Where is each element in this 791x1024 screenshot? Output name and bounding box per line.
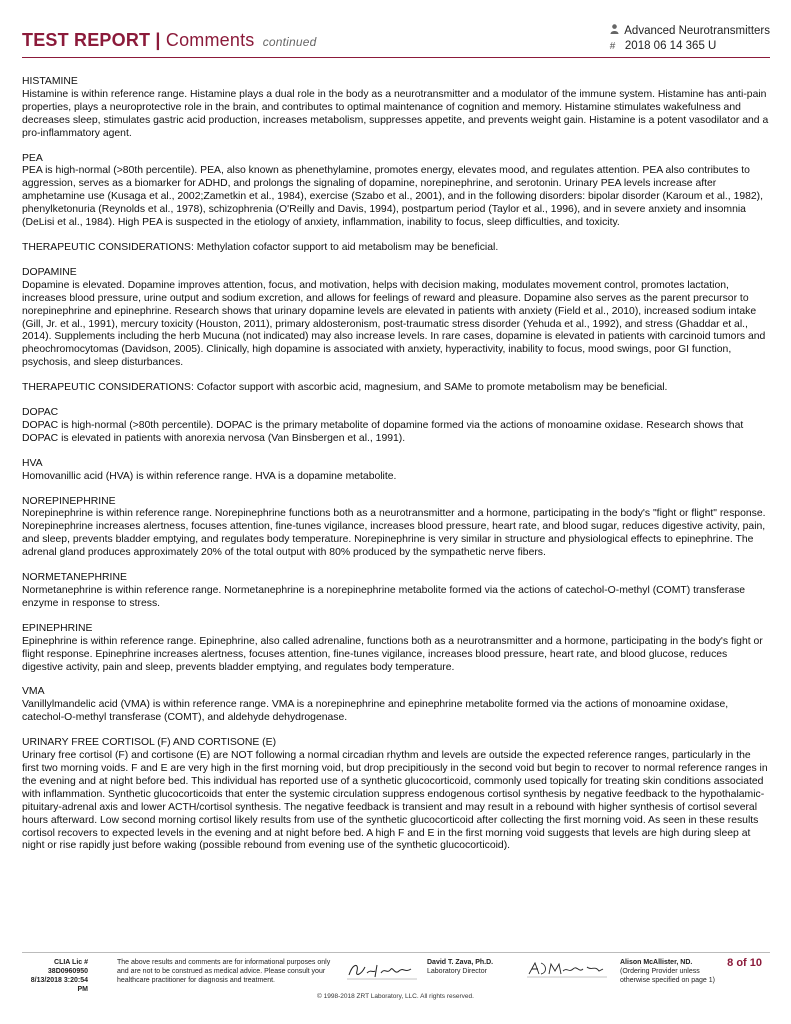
- header-divider: [22, 57, 770, 58]
- hash-label: #: [609, 41, 616, 52]
- section-heading: URINARY FREE CORTISOL (F) AND CORTISONE (E): [22, 737, 277, 749]
- printed-timestamp: 8/13/2018 3:20:54 PM: [30, 977, 88, 993]
- section-body: DOPAC is high-normal (>80th percentile). DOPAC is the primary metabolite of dopamine formed via the actions of monoamine oxidase. Research shows that DOPAC is elevated in patients with anorexia nervosa (Van Binsbergen et al., 1991).: [22, 419, 744, 444]
- comment-section: [22, 496, 770, 561]
- section-body: Epinephrine is within reference range. Epinephrine, also called adrenaline, functions both as a neurotransmitter and a hormone, participating in the body's fight or flight response. Epinephrine increases alertness, focuses attention, fine-tunes vigilance, increases blood pressure, heart rate, and blood glucose, reduces digestive activity, pain and sleep, prevents bladder emptying, and regulates body temperature.: [22, 635, 763, 673]
- director-info: [427, 958, 493, 976]
- section-heading: PEA: [22, 152, 43, 164]
- title-sub: Comments: [165, 30, 255, 50]
- section-body: Vanillylmandelic acid (VMA) is within reference range. VMA is a norepinephrine and epinephrine metabolite formed via the actions of monoamine oxidase, catechol-O-methyl transferase (COMT), and aldehyde dehydrogenase.: [22, 699, 729, 724]
- section-heading: DOPAC: [22, 407, 59, 419]
- test-info: [610, 24, 770, 54]
- section-body: Normetanephrine is within reference range. Normetanephrine is a norepinephrine metabolite formed via the actions of catechol-O-methyl (COMT) transferase enzyme in response to stress.: [22, 585, 746, 609]
- comment-section: [22, 623, 770, 675]
- section-heading: VMA: [22, 686, 45, 698]
- section-heading: NORMETANEPHRINE: [22, 572, 127, 584]
- report-footer: [22, 952, 770, 999]
- provider-note: (Ordering Provider unless otherwise specified on page 1): [620, 968, 715, 984]
- therapeutic-note: [22, 382, 770, 395]
- title-separator: |: [155, 30, 161, 50]
- page-number: 8 of 10: [727, 957, 762, 969]
- section-body: PEA is high-normal (>80th percentile). PEA, also known as phenethylamine, promotes energy, elevates mood, and regulates attention. PEA also contributes to aggression, serves as a biomarker for ADHD, and prolongs the signaling of dopamine, norepinephrine, and serotonin. Urinary PEA levels increase after amphetamine use (Kusaga et al., 2002;Zametkin et al., 1984), exercise (Szabo et al., 2001), and in the following disorders: bipolar disorder (Karoum et al., 1982), phenylketonuria (Reynolds et al., 1978), schizophrenia (O'Reilly and Davis, 1994), postpartum period (Taylor et al., 1996), and in severe anxiety and insomnia (DeLisi et al., 1984). High PEA is suspected in the etiology of anxiety, inflammation, inability to focus, sleep difficulties, and toxicity.: [22, 165, 764, 229]
- comment-section: [22, 407, 770, 446]
- clia-number: CLIA Lic # 38D0960950: [47, 959, 88, 975]
- provider-signature: [527, 959, 607, 979]
- person-icon: [610, 24, 622, 39]
- section-heading: DOPAMINE: [22, 266, 77, 278]
- title-main: TEST REPORT: [22, 30, 151, 50]
- report-header: [22, 24, 770, 54]
- provider-info: [620, 958, 715, 985]
- copyright: © 1998-2018 ZRT Laboratory, LLC. All rights reserved.: [317, 993, 474, 1000]
- section-heading: NOREPINEPHRINE: [22, 495, 116, 507]
- section-heading: HVA: [22, 457, 43, 469]
- comment-section: [22, 153, 770, 230]
- director-name: David T. Zava, Ph.D.: [427, 959, 494, 966]
- section-heading: EPINEPHRINE: [22, 622, 93, 634]
- provider-name: Alison McAllister, ND.: [620, 959, 693, 966]
- comment-section: [22, 458, 770, 484]
- comment-section: [22, 572, 770, 611]
- comments-content: [22, 76, 770, 865]
- disclaimer: The above results and comments are for informational purposes only and are not to be construed as medical advice. Please consult your healthcare practitioner for diagnosis and treatment.: [117, 959, 331, 984]
- cortisol-section: [22, 737, 770, 853]
- section-body: Urinary free cortisol (F) and cortisone (E) are NOT following a normal circadian rhythm and levels are outside the expected reference ranges, particularly in the first two morning voids. F and E are very high in the first morning void, but drop precipitiously in the second void but begin to recover to normal reference ranges in the evening and at night before bed. This individual has reported use of a synthetic glucocorticoid, commonly used topically for treating skin conditions associated with inflammation. Synthetic glucocorticoids that enter the systemic circulation suppress endogenous cortisol synthesis by negative feedback to the hypothalamic-pituitary-adrenal axis and lower ACTH/cortisol synthesis. The negative feedback is transient and may result in a rebound with higher synthesis of cortisol several hours afterward. Low second morning cortisol likely results from use of the synthetic glucocorticoid after collecting the first morning void. As seen in these results cortisol recovers to expected levels in the evening and at night before bed. A high F and E in the first morning void suggests that levels are high during sleep at night or rise rapidly just before waking (possible rebound from evening use of the synthetic glucocorticoid).: [22, 750, 768, 852]
- therapeutic-note: [22, 242, 770, 255]
- comment-section: [22, 76, 770, 141]
- comment-section: [22, 686, 770, 725]
- director-title: Laboratory Director: [427, 968, 487, 975]
- test-id: 2018 06 14 365 U: [624, 40, 717, 52]
- title-continued: continued: [262, 35, 317, 49]
- section-body: Histamine is within reference range. Histamine plays a dual role in the body as a neurotransmitter and a modulator of the immune system. Histamine has anti-pain properties, plays a neuroprotective role in the brain, and contributes to optimal maintenance of cognition and memory. Histamine stimulates wakefulness and decreases sleep, stimulates gastric acid production, increases metabolism, suppresses appetite, and prevents weight gain. Histamine is a potent vasodilator and a pro-inflammatory agent.: [22, 88, 769, 139]
- section-heading: HISTAMINE: [22, 76, 78, 87]
- comment-section: [22, 267, 770, 370]
- section-body: THERAPEUTIC CONSIDERATIONS: Methylation cofactor support to aid metabolism may be beneficial.: [22, 241, 499, 253]
- page-title: [22, 30, 317, 51]
- section-body: Homovanillic acid (HVA) is within reference range. HVA is a dopamine metabolite.: [22, 470, 397, 482]
- section-body: Norepinephrine is within reference range. Norepinephrine functions both as a neurotransmitter and a hormone, participating in the body's "fight or flight" response. Norepinephrine increases alertness, focuses attention, fine-tunes vigilance, increases blood pressure, heart rate, and blood sugar, reduces digestive activity, pain, and sleep, prevents bladder emptying, and regulates body temperature. Norepinephrine is very similar in structure and physiological effects to epinephrine. The adrenal gland produces approximately 20% of the total output with 80% produced by the sympathetic nerve fibers.: [22, 508, 766, 559]
- section-body: THERAPEUTIC CONSIDERATIONS: Cofactor support with ascorbic acid, magnesium, and SAMe to promote metabolism may be beneficial.: [22, 382, 668, 394]
- test-name: Advanced Neurotransmitters: [624, 25, 770, 37]
- director-signature: [347, 959, 417, 981]
- section-body: Dopamine is elevated. Dopamine improves attention, focus, and motivation, helps with decision making, modulates movement control, promotes lactation, increases blood pressure, urine output and sodium excretion, and allows for feelings of reward and pleasure. Dopamine also serves as the parent precursor to norepinephrine and epinephrine. Research shows that urinary dopamine levels are elevated in patients with anxiety (Field et al., 2010), increased sodium intake (Gill, Jr. et al., 1991), mercury toxicity (Houston, 2011), primary aldosteronism, post-traumatic stress disorder (Yehuda et al., 1992), and stress (Ghaddar et al., 2014). Supplements including the herb Mucuna (not indicated) may also increase levels. In rare cases, dopamine is elevated in patients with carcinoid tumors and pheochromocytomas (Davidson, 2005). Clinically, high dopamine is associated with anxiety, hyperactivity, inability to focus, mood swings, poor GI function, psychosis, and sleep disturbances.: [22, 279, 766, 369]
- clia-info: [28, 958, 88, 994]
